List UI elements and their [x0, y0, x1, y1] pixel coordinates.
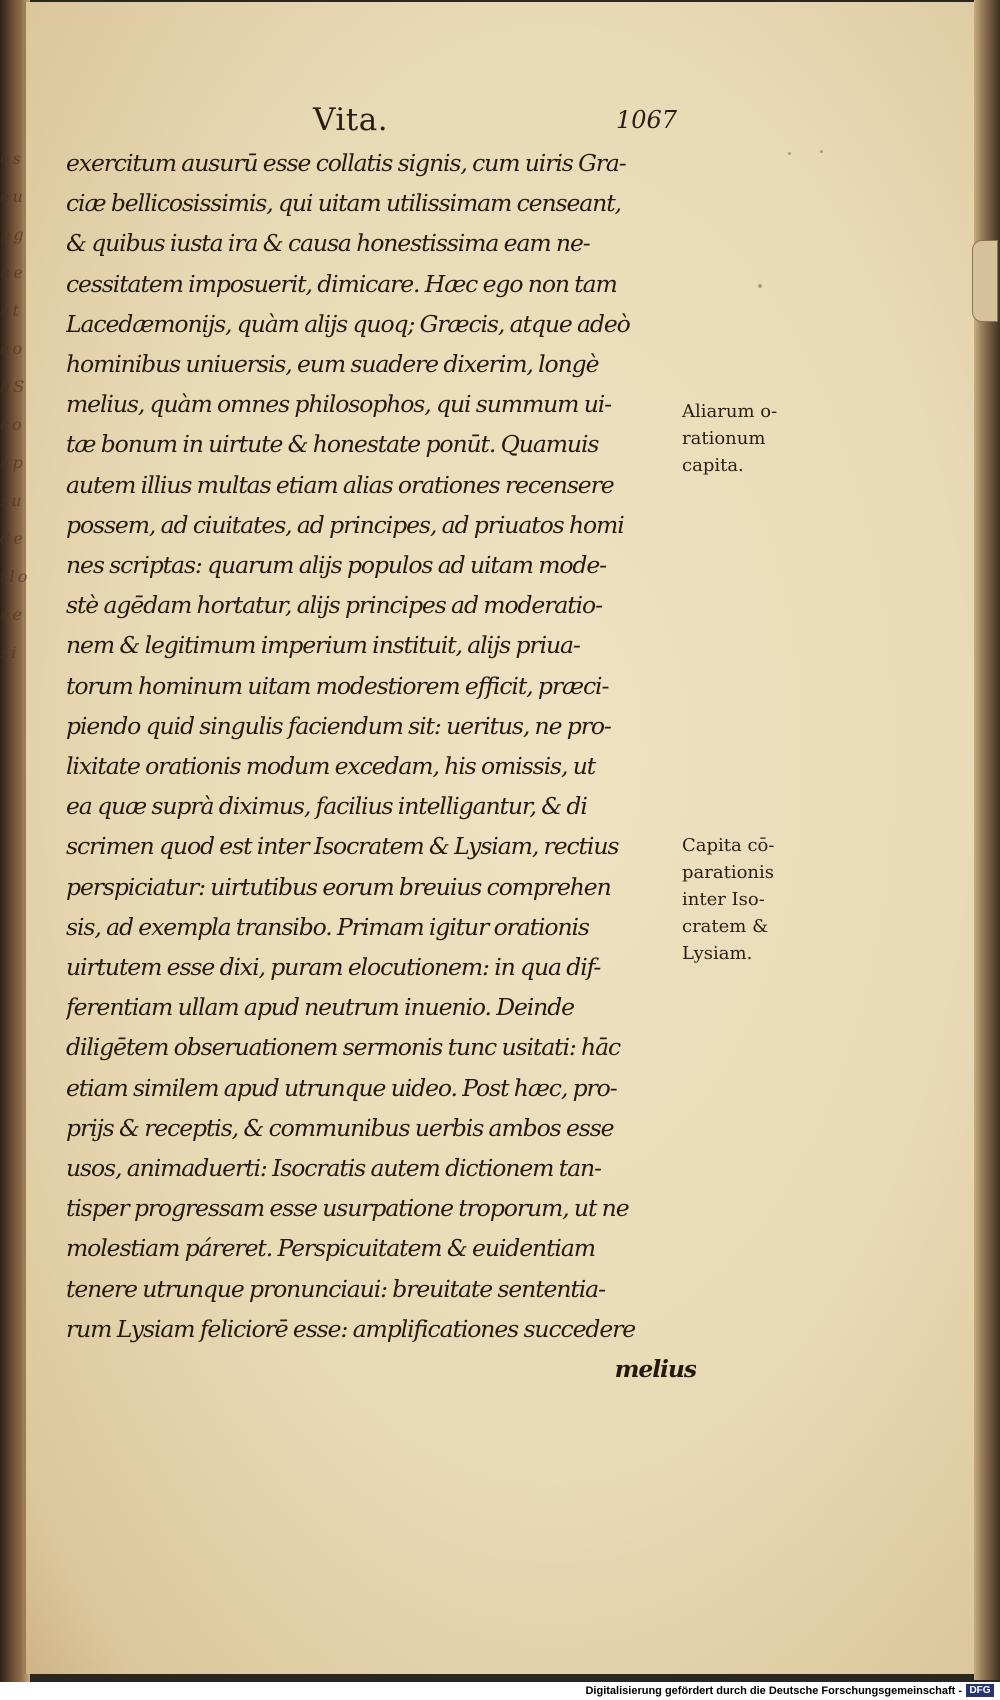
footer-credit: Digitalisierung gefördert durch die Deutsche Forschungsgemeinschaft - [585, 1685, 962, 1697]
paper-spot [820, 150, 823, 153]
text-line: nes scriptas: quarum alijs populos ad uitam mode- [66, 551, 607, 580]
marginal-note-line: capita. [682, 455, 744, 476]
marginal-note-line: Capita cō- [682, 835, 775, 856]
text-line: usos, animaduerti: Isocratis autem dictionem tan- [66, 1154, 601, 1183]
marginal-note-comparison [682, 832, 802, 967]
text-line: tisper progressam esse usurpatione troporum, ut ne [66, 1194, 629, 1223]
marginal-note-line: parationis [682, 862, 775, 883]
text-line: tæ bonum in uirtute & honestate ponūt. Quamuis [66, 430, 599, 459]
text-line: melius, quàm omnes philosophos, qui summum ui- [66, 390, 612, 419]
main-text-block [66, 143, 696, 1389]
text-line: etiam similem apud utrunque uideo. Post hæc, pro- [66, 1073, 617, 1102]
text-line: ferentiam ullam apud neutrum inuenio. Deinde [66, 993, 574, 1022]
marginal-note-orations [682, 398, 802, 479]
text-line: rum Lysiam feliciorē esse: amplificationes succedere [66, 1314, 636, 1343]
marginal-note-line: cratem & [682, 916, 769, 937]
text-line: lixitate orationis modum excedam, his omissis, ut [66, 752, 596, 781]
text-line: hominibus uniuersis, eum suadere dixerim, longè [66, 350, 599, 379]
text-line: perspiciatur: uirtutibus eorum breuius comprehen [66, 872, 611, 901]
marginal-note-line: Lysiam. [682, 943, 753, 964]
text-line: & quibus iusta ira & causa honestissima eam ne- [66, 229, 590, 258]
text-line: torum hominum uitam modestiorem efficit, præci- [66, 671, 609, 700]
marginal-note-line: Aliarum o- [682, 401, 778, 422]
page-number: 1067 [616, 106, 678, 134]
text-line: cessitatem imposuerit, dimicare. Hæc ego non tam [66, 269, 617, 298]
text-line: ea quæ suprà diximus, facilius intelligantur, & di [66, 792, 587, 821]
marginal-note-line: inter Iso- [682, 889, 765, 910]
text-line: exercitum ausurū esse collatis signis, cum uiris Gra- [66, 149, 626, 177]
text-line: Lacedæmonijs, quàm alijs quoq; Græcis, atque adeò [66, 309, 630, 338]
text-line: prijs & receptis, & communibus uerbis ambos esse [66, 1113, 614, 1142]
text-line: scrimen quod est inter Isocratem & Lysiam, rectius [66, 832, 619, 861]
text-line: uirtutem esse dixi, puram elocutionem: in qua dif- [66, 953, 601, 982]
catchword: melius [614, 1355, 696, 1384]
left-page-fragment: o s e u p g u e a t e o b S c o a p s u d e t l o e e s i [0, 149, 27, 662]
paper-spot [758, 284, 762, 288]
text-line: tenere utrunque pronunciaui: breuitate sententia- [66, 1274, 605, 1303]
text-line: nem & legitimum imperium instituit, alijs priua- [66, 631, 580, 660]
text-line: sis, ad exempla transibo. Primam igitur orationis [66, 912, 589, 941]
text-line: stè agēdam hortatur, alijs principes ad moderatio- [66, 591, 602, 620]
marginal-note-line: rationum [682, 428, 766, 449]
text-line: autem illius multas etiam alias orationes recensere [66, 470, 614, 499]
text-line: piendo quid singulis faciendum sit: ueritus, ne pro- [66, 711, 611, 740]
text-line: possem, ad ciuitates, ad principes, ad priuatos homi [66, 510, 624, 539]
page-tab-marker [972, 240, 998, 322]
text-line: molestiam páreret. Perspicuitatem & euidentiam [66, 1234, 595, 1263]
dfg-logo: DFG [966, 1684, 994, 1697]
text-line: diligētem obseruationem sermonis tunc usitati: hāc [66, 1033, 621, 1062]
running-head-title: Vita. [313, 102, 389, 138]
text-line: ciæ bellicosissimis, qui uitam utilissimam censeant, [66, 189, 621, 218]
paper-spot [788, 152, 791, 155]
